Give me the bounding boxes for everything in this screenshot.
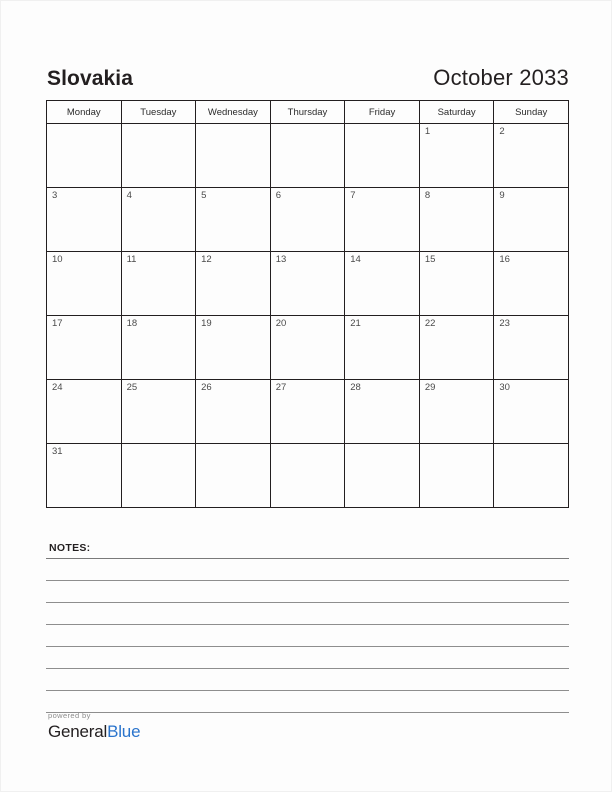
calendar-empty-cell[interactable] [121, 444, 196, 508]
day-number: 29 [424, 382, 436, 393]
day-number: 9 [499, 190, 505, 201]
weekday-header-saturday: Saturday [419, 101, 494, 124]
calendar-day-cell-1[interactable] [419, 124, 494, 188]
calendar-day-cell-24[interactable] [47, 380, 122, 444]
brand-name-blue: Blue [107, 722, 141, 741]
day-number: 24 [52, 382, 63, 393]
calendar-week-row [47, 252, 569, 316]
calendar-empty-cell[interactable] [494, 444, 569, 508]
calendar-day-cell-3[interactable] [47, 188, 122, 252]
calendar-day-cell-9[interactable] [494, 188, 569, 252]
day-number: 15 [424, 254, 436, 265]
calendar-day-cell-26[interactable] [196, 380, 271, 444]
calendar-empty-cell[interactable] [196, 124, 271, 188]
weekday-header-friday: Friday [345, 101, 420, 124]
powered-by-label: powered by [48, 711, 91, 720]
calendar-week-row [47, 380, 569, 444]
day-number: 16 [499, 254, 510, 265]
calendar-day-cell-15[interactable] [419, 252, 494, 316]
day-number: 26 [201, 382, 212, 393]
calendar-day-cell-20[interactable] [270, 316, 345, 380]
calendar-week-row [47, 444, 569, 508]
day-number: 5 [201, 190, 207, 201]
calendar-day-cell-12[interactable] [196, 252, 271, 316]
calendar-day-cell-11[interactable] [121, 252, 196, 316]
calendar-day-cell-18[interactable] [121, 316, 196, 380]
calendar-day-cell-13[interactable] [270, 252, 345, 316]
day-number: 7 [350, 190, 356, 201]
weekday-header-sunday: Sunday [494, 101, 569, 124]
weekday-header-thursday: Thursday [270, 101, 345, 124]
calendar-body [47, 124, 569, 508]
calendar-empty-cell[interactable] [345, 124, 420, 188]
brand-name-general: General [48, 722, 108, 741]
calendar-day-cell-21[interactable] [345, 316, 420, 380]
calendar-empty-cell[interactable] [196, 444, 271, 508]
weekday-header-wednesday: Wednesday [196, 101, 271, 124]
day-number: 11 [126, 254, 137, 265]
country-title: Slovakia [47, 67, 134, 90]
notes-line[interactable] [46, 624, 569, 646]
day-number: 17 [52, 318, 63, 329]
calendar-day-cell-5[interactable] [196, 188, 271, 252]
calendar-day-cell-16[interactable] [494, 252, 569, 316]
day-number: 10 [52, 254, 63, 265]
day-number: 20 [275, 318, 287, 329]
calendar-day-cell-14[interactable] [345, 252, 420, 316]
calendar-day-cell-29[interactable] [419, 380, 494, 444]
day-number: 21 [350, 318, 361, 329]
notes-line[interactable] [46, 558, 569, 580]
page-header [47, 51, 569, 89]
day-number: 14 [350, 254, 361, 265]
calendar-day-cell-2[interactable] [494, 124, 569, 188]
calendar-empty-cell[interactable] [121, 124, 196, 188]
notes-label: NOTES: [49, 542, 91, 554]
month-year-title: October 2033 [433, 65, 569, 90]
notes-line[interactable] [46, 646, 569, 668]
calendar-day-cell-30[interactable] [494, 380, 569, 444]
calendar-day-cell-10[interactable] [47, 252, 122, 316]
calendar-empty-cell[interactable] [270, 124, 345, 188]
notes-line[interactable] [46, 580, 569, 602]
day-number: 6 [275, 190, 281, 201]
notes-lines [46, 558, 569, 734]
day-number: 2 [499, 126, 505, 137]
calendar-empty-cell[interactable] [47, 124, 122, 188]
day-number: 23 [499, 318, 510, 329]
day-number: 13 [275, 254, 287, 265]
day-number: 25 [126, 382, 138, 393]
day-number: 4 [126, 190, 132, 201]
weekday-header-row [47, 101, 569, 124]
calendar-day-cell-4[interactable] [121, 188, 196, 252]
calendar-day-cell-31[interactable] [47, 444, 122, 508]
calendar-day-cell-22[interactable] [419, 316, 494, 380]
calendar-empty-cell[interactable] [419, 444, 494, 508]
calendar-week-row [47, 124, 569, 188]
calendar-day-cell-25[interactable] [121, 380, 196, 444]
calendar-empty-cell[interactable] [345, 444, 420, 508]
notes-section [46, 541, 569, 734]
calendar-day-cell-8[interactable] [419, 188, 494, 252]
day-number: 30 [499, 382, 510, 393]
calendar-day-cell-7[interactable] [345, 188, 420, 252]
day-number: 31 [52, 446, 63, 457]
day-number: 3 [52, 190, 58, 201]
calendar-week-row [47, 188, 569, 252]
calendar-day-cell-6[interactable] [270, 188, 345, 252]
notes-line[interactable] [46, 602, 569, 624]
calendar-empty-cell[interactable] [270, 444, 345, 508]
notes-line[interactable] [46, 668, 569, 690]
calendar-day-cell-19[interactable] [196, 316, 271, 380]
calendar-day-cell-28[interactable] [345, 380, 420, 444]
calendar-grid [46, 100, 569, 508]
notes-line[interactable] [46, 690, 569, 712]
day-number: 27 [275, 382, 287, 393]
weekday-header-tuesday: Tuesday [121, 101, 196, 124]
calendar-day-cell-23[interactable] [494, 316, 569, 380]
day-number: 1 [424, 126, 431, 137]
day-number: 19 [201, 318, 212, 329]
calendar-day-cell-17[interactable] [47, 316, 122, 380]
calendar-day-cell-27[interactable] [270, 380, 345, 444]
weekday-header-monday: Monday [47, 101, 122, 124]
day-number: 8 [424, 190, 431, 201]
day-number: 12 [201, 254, 212, 265]
day-number: 18 [126, 318, 138, 329]
day-number: 22 [424, 318, 436, 329]
footer-logo [48, 711, 140, 742]
day-number: 28 [350, 382, 361, 393]
calendar-week-row [47, 316, 569, 380]
generalblue-logo [48, 722, 140, 742]
